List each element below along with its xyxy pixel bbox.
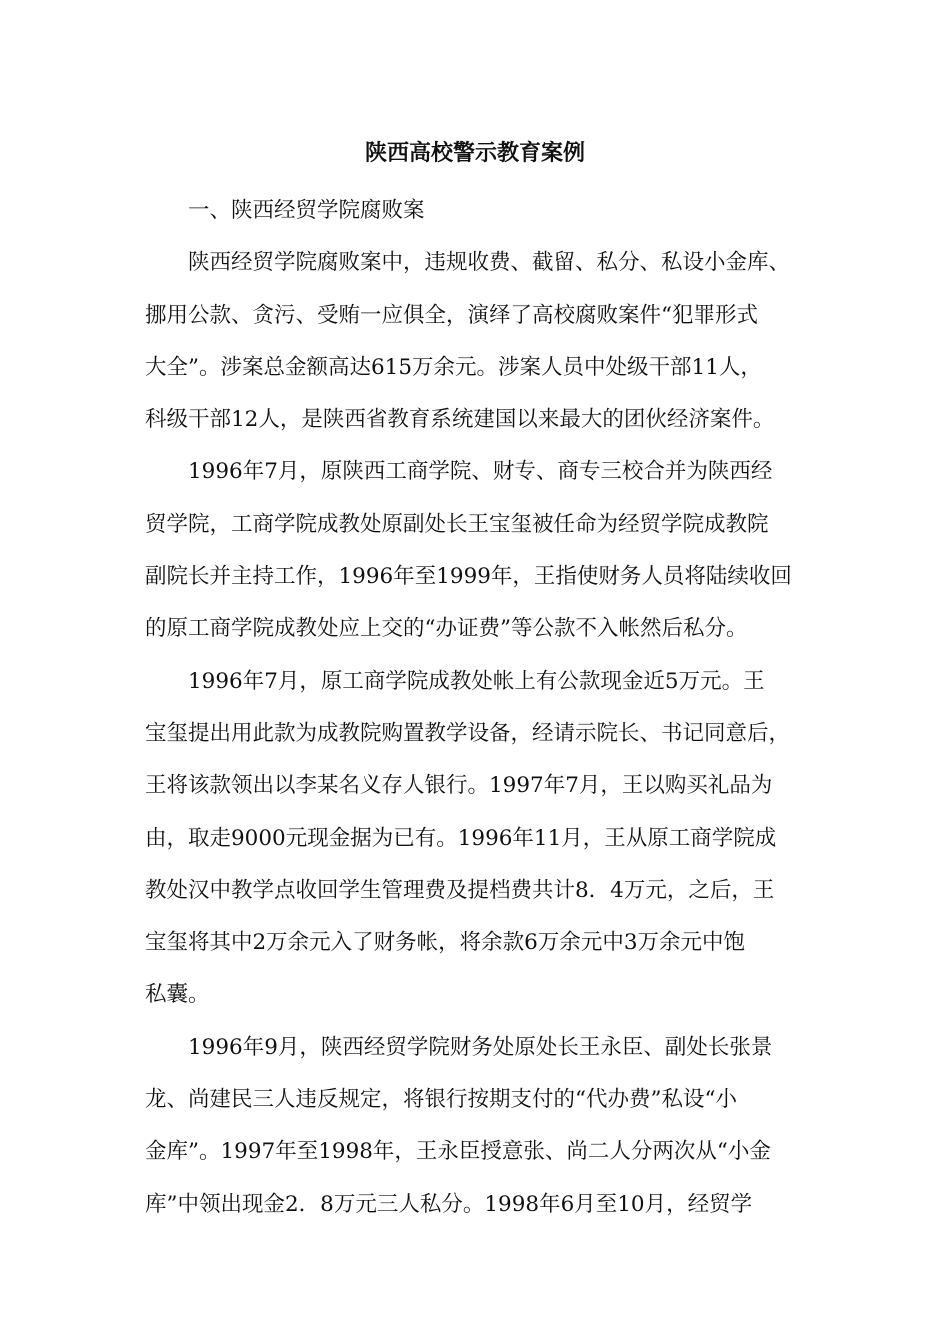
paragraph-line: 副院长并主持工作，1996年至1999年，王指使财务人员将陆续收回 <box>145 564 792 590</box>
paragraph-3 <box>145 656 807 1022</box>
section-heading: 一、陕西经贸学院腐败案 <box>188 198 425 223</box>
paragraph-line: 大全”。涉案总金额高达615万余元。涉案人员中处级干部11人， <box>145 354 762 380</box>
paragraph-line: 1996年7月，原陕西工商学院、财专、商专三校合并为陕西经 <box>188 459 773 485</box>
paragraph-line: 宝玺将其中2万余元入了财务帐，将余款6万余元中3万余元中饱 <box>145 930 746 956</box>
paragraph-1 <box>145 237 807 446</box>
paragraph-line: 挪用公款、贪污、受贿一应俱全，演绎了高校腐败案件“犯罪形式 <box>145 302 758 328</box>
paragraph-line: 科级干部12人，是陕西省教育系统建国以来最大的团伙经济案件。 <box>145 407 775 433</box>
paragraph-line: 龙、尚建民三人违反规定，将银行按期支付的“代办费”私设“小 <box>145 1087 737 1113</box>
paragraph-line: 教处汉中教学点收回学生管理费及提档费共计8．4万元，之后，王 <box>145 877 775 903</box>
paragraph-line: 由，取走9000元现金据为已有。1996年11月，王从原工商学院成 <box>145 825 777 851</box>
document-body <box>145 185 807 1231</box>
document-title: 陕西高校警示教育案例 <box>364 140 585 166</box>
paragraph-line: 王将该款领出以李某名义存人银行。1997年7月，王以购买礼品为 <box>145 773 773 799</box>
paragraph-line: 私囊。 <box>145 982 210 1008</box>
paragraph-line: 1996年9月，陕西经贸学院财务处原处长王永臣、副处长张景 <box>188 1034 773 1060</box>
paragraph-line: 金库”。1997年至1998年，王永臣授意张、尚二人分两次从“小金 <box>145 1139 771 1165</box>
paragraph-line: 1996年7月，原工商学院成教处帐上有公款现金近5万元。王 <box>188 668 765 694</box>
paragraph-line: 的原工商学院成教处应上交的“办证费”等公款不入帐然后私分。 <box>145 616 748 642</box>
paragraph-line: 贸学院，工商学院成教处原副处长王宝玺被任命为经贸学院成教院 <box>145 511 769 537</box>
paragraph-line: 陕西经贸学院腐败案中，违规收费、截留、私分、私设小金库、 <box>188 250 791 276</box>
paragraph-2 <box>145 446 807 655</box>
paragraph-4 <box>145 1022 807 1231</box>
paragraph-line: 库”中领出现金2．8万元三人私分。1998年6月至10月，经贸学 <box>145 1191 753 1217</box>
paragraph-line: 宝玺提出用此款为成教院购置教学设备，经请示院长、书记同意后， <box>145 720 791 746</box>
